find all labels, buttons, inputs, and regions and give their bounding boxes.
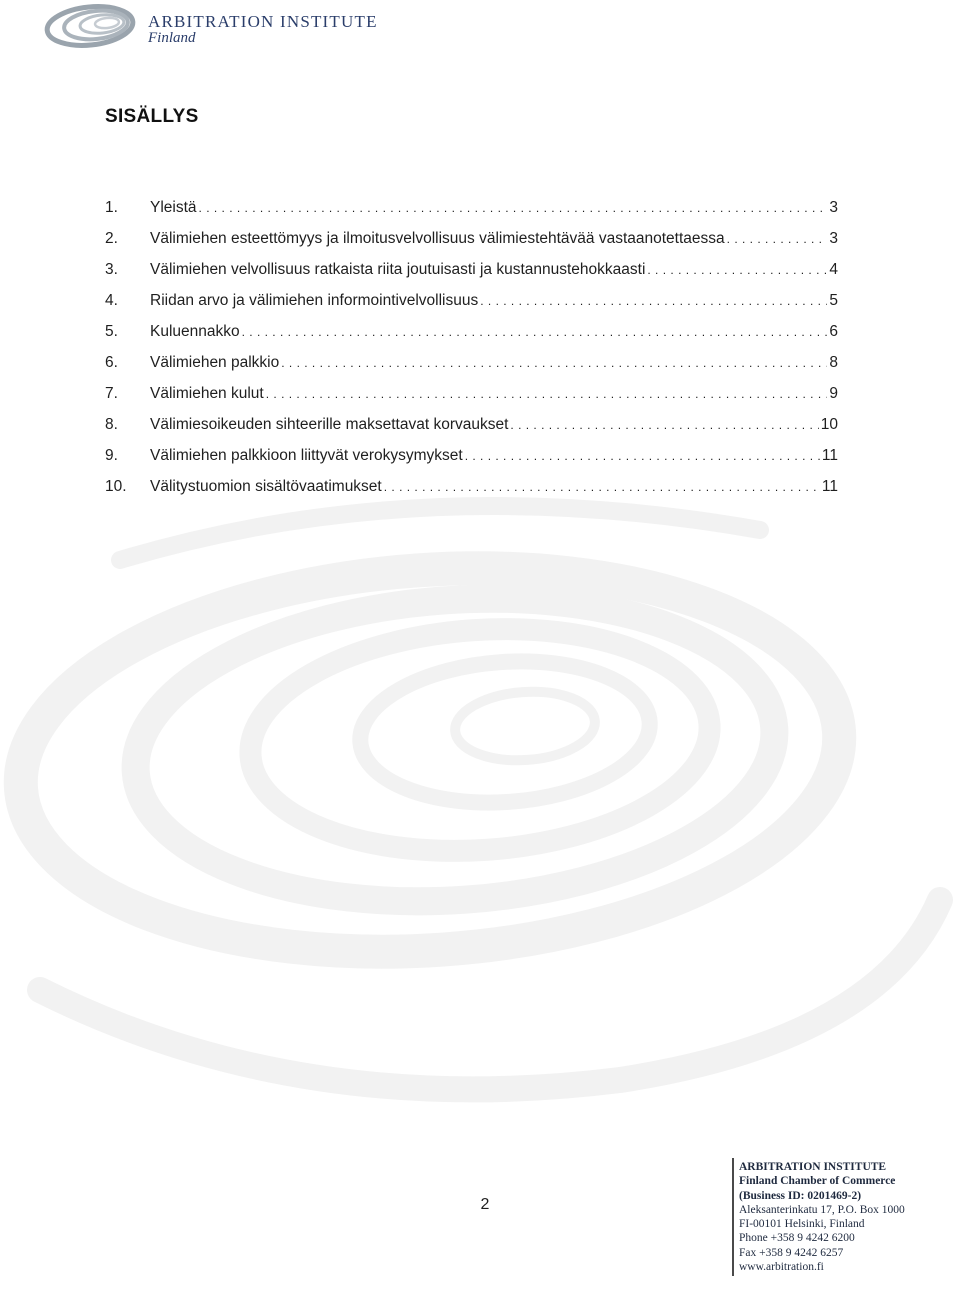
table-of-contents (105, 196, 838, 506)
toc-entry-title: Riidan arvo ja välimiehen informointivelvollisuus (150, 292, 479, 309)
toc-entry-number: 3. (105, 261, 118, 278)
toc-entry-number: 7. (105, 385, 118, 402)
toc-entry-2[interactable] (105, 227, 838, 258)
toc-entry-number: 10. (105, 478, 127, 495)
dot-leader (727, 227, 828, 251)
toc-entry-title: Välitystuomion sisältövaatimukset (150, 478, 382, 495)
toc-entry-page: 11 (821, 478, 838, 495)
footer-line: Phone +358 9 4242 6200 (739, 1232, 855, 1245)
toc-entry-8[interactable] (105, 413, 838, 444)
toc-entry-number: 6. (105, 354, 118, 371)
toc-entry-number: 5. (105, 323, 118, 340)
toc-entry-title: Välimiehen kulut (150, 385, 264, 402)
footer-website-link[interactable]: www.arbitration.fi (739, 1261, 824, 1274)
toc-entry-page: 8 (829, 354, 838, 371)
dot-leader (199, 196, 828, 220)
toc-heading: SISÄLLYS (105, 106, 199, 127)
toc-entry-3[interactable] (105, 258, 838, 289)
dot-leader (465, 444, 820, 468)
logo-title: ARBITRATION INSTITUTE (148, 12, 378, 31)
footer-line: (Business ID: 0201469-2) (739, 1189, 862, 1202)
logo-subtitle: Finland (148, 30, 196, 46)
toc-entry-4[interactable] (105, 289, 838, 320)
page-number: 2 (480, 1196, 490, 1213)
toc-entry-5[interactable] (105, 320, 838, 351)
toc-entry-title: Välimiehen velvollisuus ratkaista riita joutuisasti ja kustannustehokkaasti (150, 261, 646, 278)
toc-entry-9[interactable] (105, 444, 838, 475)
toc-entry-number: 2. (105, 230, 118, 247)
toc-entry-number: 1. (105, 199, 118, 216)
toc-entry-title: Välimiehen palkkioon liittyvät verokysymykset (150, 447, 463, 464)
toc-entry-page: 5 (829, 292, 838, 309)
toc-entry-number: 9. (105, 447, 118, 464)
arbitration-institute-logo (44, 2, 378, 52)
footer-line: Aleksanterinkatu 17, P.O. Box 1000 (739, 1203, 905, 1216)
toc-entry-page: 6 (829, 323, 838, 340)
toc-entry-page: 9 (829, 385, 838, 402)
toc-entry-page: 4 (829, 261, 838, 278)
toc-entry-10[interactable] (105, 475, 838, 506)
dot-leader (510, 413, 818, 437)
footer-line: Fax +358 9 4242 6257 (739, 1246, 844, 1259)
toc-entry-title: Välimiehen esteettömyys ja ilmoitusvelvollisuus välimiestehtävää vastaanotettaessa (150, 230, 725, 247)
toc-entry-page: 11 (821, 447, 838, 464)
dot-leader (281, 351, 827, 375)
concentric-swirl-icon (44, 2, 144, 52)
dot-leader (480, 289, 827, 313)
toc-entry-page: 10 (820, 416, 838, 433)
footer-line: ARBITRATION INSTITUTE (739, 1161, 887, 1173)
toc-entry-1[interactable] (105, 196, 838, 227)
toc-entry-title: Yleistä (150, 199, 197, 216)
toc-entry-title: Kuluennakko (150, 323, 240, 340)
footer-line: FI-00101 Helsinki, Finland (739, 1218, 865, 1231)
toc-entry-number: 8. (105, 416, 118, 433)
toc-entry-page: 3 (829, 230, 838, 247)
toc-entry-number: 4. (105, 292, 118, 309)
toc-entry-page: 3 (829, 199, 838, 216)
dot-leader (266, 382, 828, 406)
dot-leader (242, 320, 828, 344)
toc-entry-title: Välimiesoikeuden sihteerille maksettavat korvaukset (150, 416, 509, 433)
dot-leader (647, 258, 827, 282)
toc-entry-7[interactable] (105, 382, 838, 413)
footer-divider (732, 1158, 734, 1276)
toc-entry-6[interactable] (105, 351, 838, 382)
footer-line: Finland Chamber of Commerce (739, 1175, 896, 1188)
dot-leader (384, 475, 820, 499)
toc-entry-title: Välimiehen palkkio (150, 354, 280, 371)
